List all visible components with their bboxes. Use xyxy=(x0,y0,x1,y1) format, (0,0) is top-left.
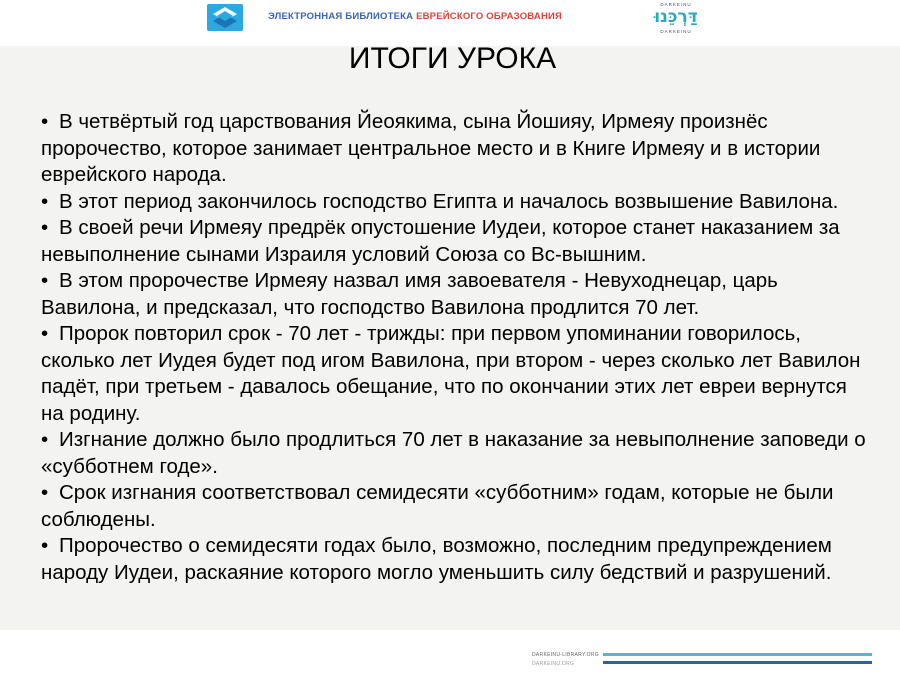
darkeinu-logo-bottom-text: DARKEINU xyxy=(660,29,692,34)
bullet-symbol: • xyxy=(41,110,49,133)
bullet-symbol: • xyxy=(41,189,49,213)
bullet-text: Пророчество о семидесяти годах было, возможно, последним предупреждением народу Иудеи, раскаяние которого могло уменьшить силу бедствий и разрушений. xyxy=(41,534,832,584)
bullet-text: Срок изгнания соответствовал семидесяти «субботним» годам, которые не были соблюдены. xyxy=(41,481,834,531)
bullet-item xyxy=(41,109,871,189)
bullet-text: Пророк повторил срок - 70 лет - трижды: при первом упоминании говорилось, сколько лет Иудея будет под игом Вавилона, при втором - через сколько лет Вавилон падёт, при третьем - давалось обещание, что по окончании этих лет евреи вернутся на родину. xyxy=(41,322,861,425)
footer-bar-light xyxy=(603,653,872,656)
bullet-symbol: • xyxy=(41,481,49,504)
bullet-item xyxy=(41,427,871,480)
footer xyxy=(0,630,900,675)
bullet-item xyxy=(41,321,871,427)
bullet-item xyxy=(41,215,871,268)
library-title-part1: ЭЛЕКТРОННАЯ БИБЛИОТЕКА xyxy=(268,11,417,22)
bullet-text: В этом пророчестве Ирмеяу назвал имя завоевателя - Невуходнецар, царь Вавилона, и предсказал, что господство Вавилона продлится 70 лет. xyxy=(41,269,778,319)
bullet-symbol: • xyxy=(41,428,49,451)
bullet-text: В своей речи Ирмеяу предрёк опустошение Иудеи, которое станет наказанием за невыполнение сынами Израиля условий Союза со Вс-вышним. xyxy=(41,216,840,266)
darkeinu-logo-hebrew: דַּרְכֵּנוּ xyxy=(654,7,698,27)
footer-site-link[interactable]: DARKEINU.ORG xyxy=(532,661,575,667)
bullet-item xyxy=(41,189,871,216)
bullet-text: В четвёртый год царствования Йеоякима, сына Йошияу, Ирмеяу произнёс пророчество, которое занимает центральное место и в Книге Ирмеяу и в истории еврейского народа. xyxy=(41,110,821,186)
darkeinu-logo xyxy=(646,2,706,34)
bullet-text: В этот период закончилось господство Египта и началось возвышение Вавилона. xyxy=(59,189,839,213)
library-title-part2: ЕВРЕЙСКОГО ОБРАЗОВАНИЯ xyxy=(416,11,563,22)
bullet-text: Изгнание должно было продлиться 70 лет в наказание за невыполнение заповеди о «субботнем годе». xyxy=(41,428,866,478)
bullet-item xyxy=(41,268,871,321)
bullet-symbol: • xyxy=(41,269,49,292)
footer-site-link[interactable]: DARKEINU-LIBRARY.ORG xyxy=(532,652,599,658)
library-logo-icon xyxy=(207,4,243,31)
bullet-item xyxy=(41,480,871,533)
library-title xyxy=(268,11,562,22)
darkeinu-logo-top-text: DARKEINU xyxy=(660,2,692,7)
summary-bullet-list xyxy=(41,109,871,586)
slide-title: ИТОГИ УРОКА xyxy=(348,42,557,75)
footer-bar-dark xyxy=(603,661,872,664)
bullet-item xyxy=(41,533,871,586)
bullet-symbol: • xyxy=(41,534,49,557)
header xyxy=(0,0,900,46)
bullet-symbol: • xyxy=(41,216,49,239)
bullet-symbol: • xyxy=(41,322,49,345)
